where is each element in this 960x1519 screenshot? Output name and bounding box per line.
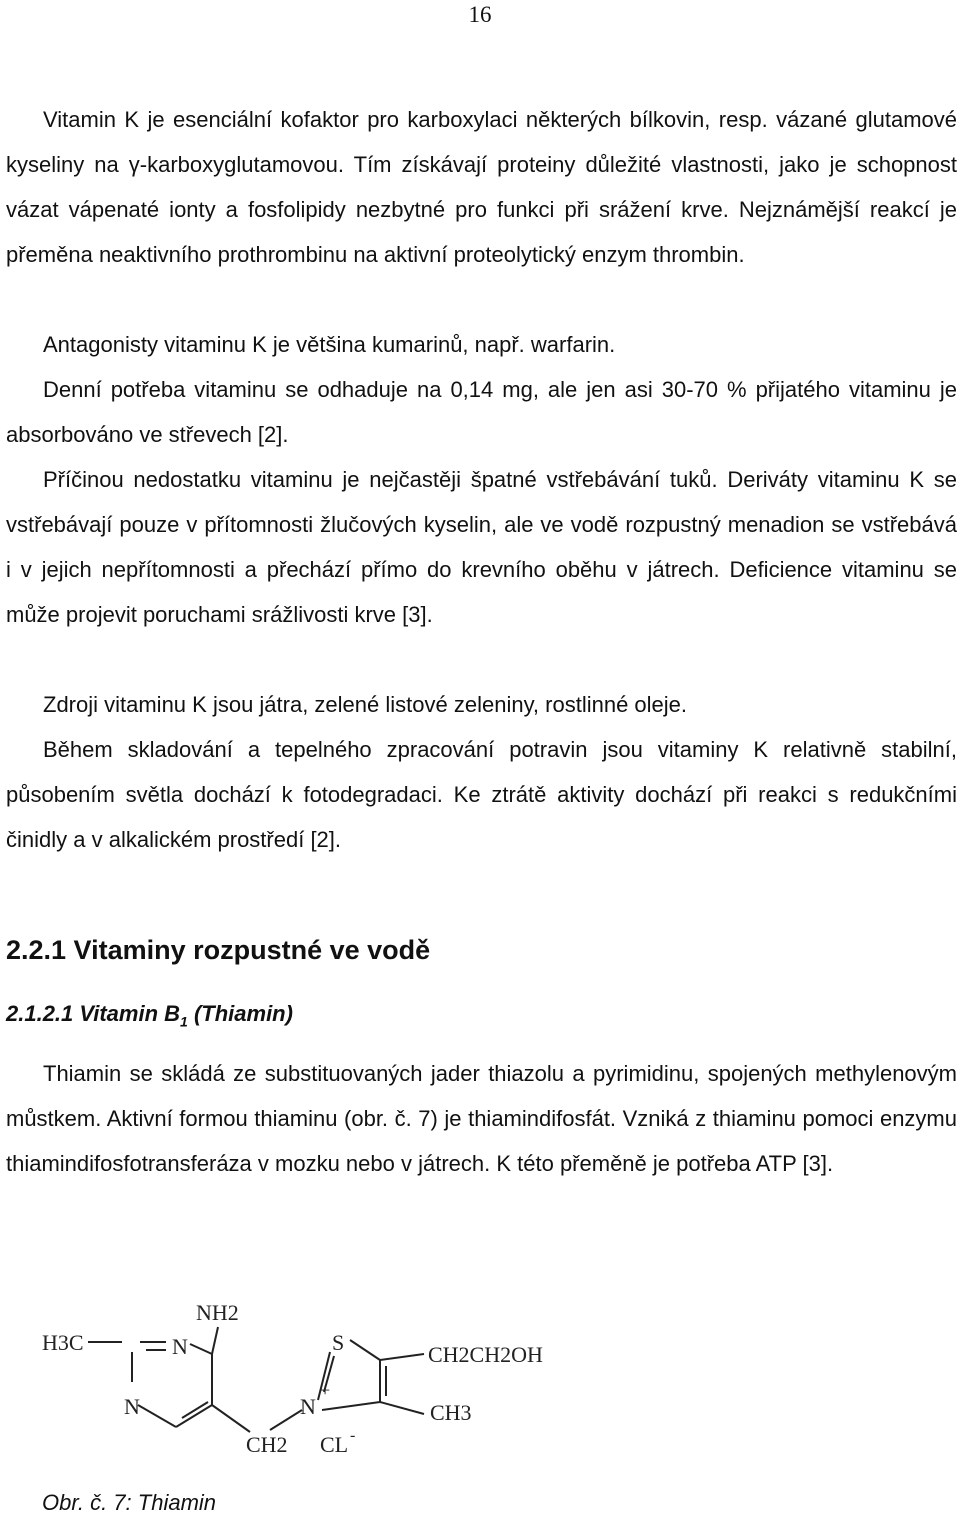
label-n-bottom: N bbox=[124, 1394, 140, 1419]
label-charge-minus: - bbox=[350, 1427, 356, 1444]
paragraph-sources: Zdroji vitaminu K jsou játra, zelené listové zeleniny, rostlinné oleje. bbox=[43, 692, 688, 717]
page-number: 16 bbox=[468, 2, 492, 27]
label-n-plus: N bbox=[300, 1394, 316, 1419]
thiamin-structure-diagram bbox=[40, 1292, 580, 1482]
label-charge-plus: + bbox=[320, 1380, 331, 1400]
label-methyl-right: CH3 bbox=[430, 1400, 472, 1425]
paragraph-antagonists: Antagonisty vitaminu K je většina kumarinů, např. warfarin. bbox=[43, 332, 616, 357]
label-sulfur: S bbox=[332, 1330, 345, 1355]
subsection-heading-subscript: 1 bbox=[180, 1013, 188, 1030]
label-amine: NH2 bbox=[196, 1300, 239, 1325]
label-methyl-left: H3C bbox=[42, 1330, 84, 1355]
paragraph-thiamin: Thiamin se skládá ze substituovaných jader thiazolu a pyrimidinu, spojených methylenovým můstkem. Aktivní formou thiaminu (obr. č. 7) je thiamindifosfát. Vzniká z thiaminu pomoci enzymu thiamindifosfotransferáza v mozku nebo v játrech. K této přeměně je potřeba ATP [3]. bbox=[6, 1061, 957, 1176]
label-chloride: CL bbox=[320, 1432, 349, 1457]
subsection-heading-prefix: 2.1.2.1 Vitamin B bbox=[6, 1001, 181, 1026]
atom-labels bbox=[42, 1300, 543, 1457]
label-n-top: N bbox=[172, 1334, 188, 1359]
paragraph-daily-need: Denní potřeba vitaminu se odhaduje na 0,14 mg, ale jen asi 30-70 % přijatého vitaminu je absorbováno ve střevech [2]. bbox=[6, 377, 957, 447]
subsection-heading-suffix: (Thiamin) bbox=[187, 1001, 293, 1026]
paragraph-stability: Během skladování a tepelného zpracování potravin jsou vitaminy K relativně stabilní, působením světla dochází k fotodegradaci. Ke ztrátě aktivity dochází při reakci s redukčními činidly a v alkalickém prostředí [2]. bbox=[6, 737, 957, 852]
subsection-heading bbox=[6, 1001, 293, 1029]
label-methylene: CH2 bbox=[246, 1432, 288, 1457]
paragraph-vitamin-k-function: Vitamin K je esenciální kofaktor pro karboxylaci některých bílkovin, resp. vázané glutamové kyseliny na γ-karboxyglutamovou. Tím získávají proteiny důležité vlastnosti, jako je schopnost vázat vápenaté ionty a fosfolipidy nezbytné pro funkci při srážení krve. Nejznámější reakcí je přeměna neaktivního prothrombinu na aktivní proteolytický enzym thrombin. bbox=[6, 107, 957, 267]
paragraph-deficiency: Příčinou nedostatku vitaminu je nejčastěji špatné vstřebávání tuků. Deriváty vitaminu K se vstřebávají pouze v přítomnosti žlučových kyselin, ale ve vodě rozpustný menadion se vstřebává i v jejich nepřítomnosti a přechází přímo do krevního oběhu v játrech. Deficience vitaminu se může projevit poruchami srážlivosti krve [3]. bbox=[6, 467, 957, 627]
label-hydroxyethyl: CH2CH2OH bbox=[428, 1342, 543, 1367]
figure-caption: Obr. č. 7: Thiamin bbox=[42, 1490, 217, 1515]
section-heading: 2.2.1 Vitaminy rozpustné ve vodě bbox=[6, 935, 431, 965]
